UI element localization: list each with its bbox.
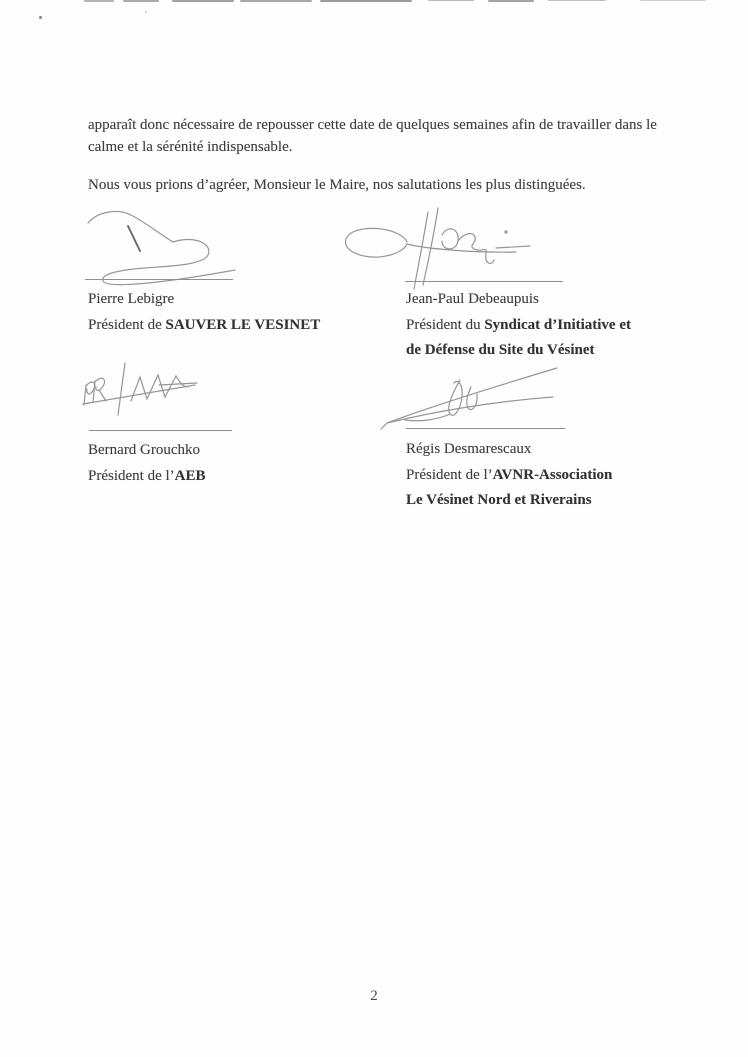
signature-line — [85, 279, 233, 280]
organization-name: Syndicat d’Initiative et — [484, 317, 631, 333]
organization-name: AVNR-Association — [492, 467, 613, 483]
signature-line — [89, 430, 232, 431]
scan-artifact-top-edge — [640, 0, 706, 1]
signature-line — [406, 428, 565, 429]
scan-artifact-top-edge — [428, 0, 474, 1]
signatory-title — [406, 466, 612, 485]
signatory-block — [88, 441, 206, 486]
title-prefix: Président de — [88, 317, 166, 333]
letter-paragraph: apparaît donc nécessaire de repousser cette date de quelques semaines afin de travailler dans le calme et la sérénité indispensable. — [88, 117, 657, 155]
signature-bernard-grouchko — [79, 359, 244, 431]
signatory-name: Bernard Grouchko — [88, 442, 201, 458]
title-prefix: Président de l’ — [88, 468, 175, 484]
scan-artifact-speck — [145, 11, 147, 13]
title-prefix: Président de l’ — [406, 467, 493, 483]
scan-artifact-top-edge — [123, 0, 159, 2]
signatory-title — [88, 316, 320, 335]
scan-artifact-top-edge — [548, 0, 606, 1]
signatory-block — [406, 290, 631, 360]
signature-line — [405, 281, 563, 282]
signature-regis-desmarescaux — [377, 354, 567, 436]
scan-artifact-speck — [39, 16, 42, 19]
scan-artifact-top-edge — [488, 0, 534, 2]
organization-name-line2: de Défense du Site du Vésinet — [406, 342, 595, 358]
scan-artifact-top-edge — [240, 0, 312, 2]
signatory-title — [406, 316, 631, 335]
signatory-block — [406, 440, 612, 510]
signatory-block — [88, 290, 320, 335]
letter-paragraph: Nous vous prions d’agréer, Monsieur le Maire, nos salutations les plus distinguées. — [88, 177, 586, 193]
page-number: 2 — [370, 988, 378, 1004]
signatory-name: Régis Desmarescaux — [406, 441, 532, 457]
title-prefix: Président du — [406, 317, 485, 333]
signature-pierre-lebigre — [83, 204, 253, 289]
signatory-name: Jean-Paul Debeaupuis — [406, 291, 539, 307]
organization-name-line2: Le Vésinet Nord et Riverains — [406, 492, 592, 508]
scan-artifact-top-edge — [320, 0, 412, 2]
organization-name: SAUVER LE VESINET — [165, 317, 321, 333]
signatory-title — [88, 467, 206, 486]
signatory-name: Pierre Lebigre — [88, 291, 175, 307]
scan-artifact-top-edge — [84, 0, 114, 2]
organization-name: AEB — [174, 468, 206, 484]
scan-artifact-top-edge — [172, 0, 234, 2]
